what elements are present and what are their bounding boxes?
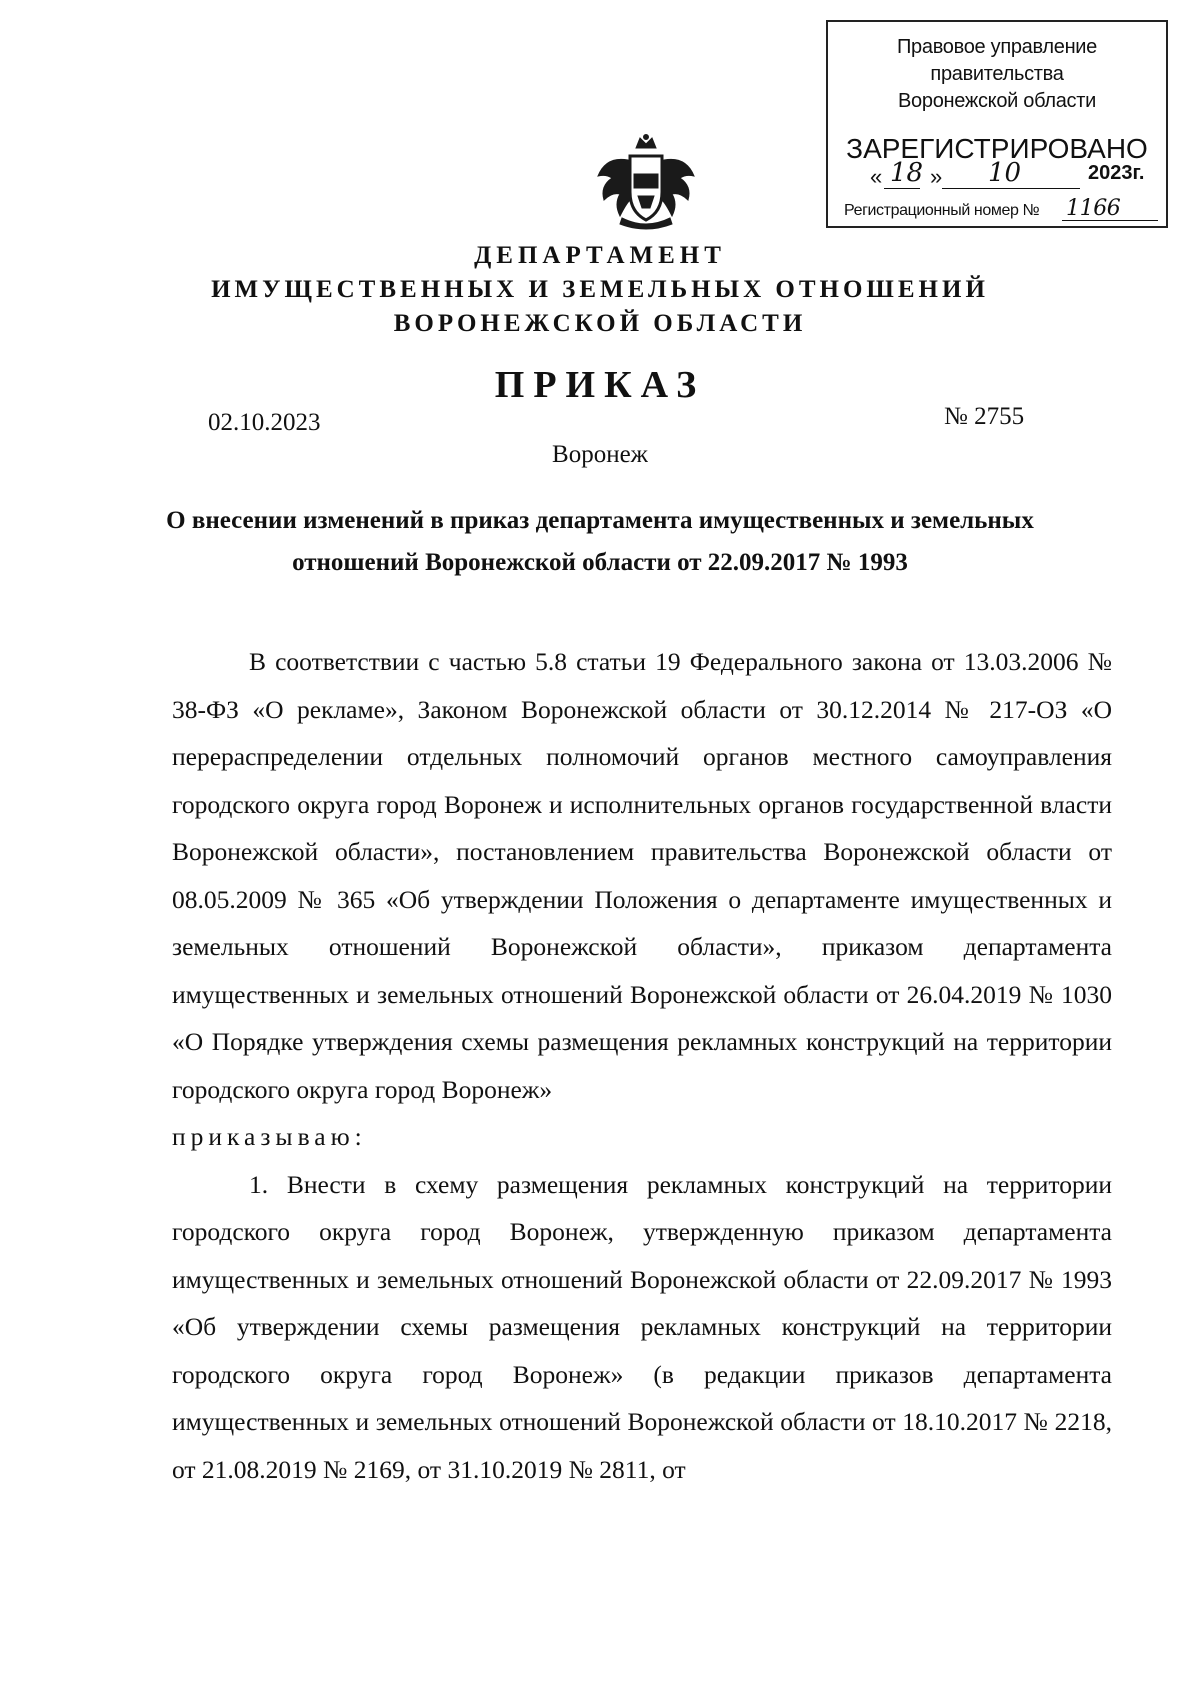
coat-of-arms-emblem	[592, 134, 700, 234]
department-name-line3: ВОРОНЕЖСКОЙ ОБЛАСТИ	[393, 310, 807, 337]
order-body	[172, 638, 1112, 1493]
stamp-date-day: 18	[890, 158, 924, 188]
stamp-org-line2: Воронежской области	[898, 90, 1096, 112]
stamp-date: « 18 » 10 2023г.	[870, 158, 1145, 189]
order-preamble: В соответствии с частью 5.8 статьи 19 Федерального закона от 13.03.2006 № 38-ФЗ «О рекламе», Законом Воронежской области от 30.12.2014 № 217-ОЗ «О перераспределении отдельных полномочий органов местного самоуправления городского округа город Воронеж и исполнительных органов государственной власти Воронежской области», постановлением правительства Воронежской области от 08.05.2009 № 365 «Об утверждении Положения о департаменте имущественных и земельных отношений Воронежской области», приказом департамента имущественных и земельных отношений Воронежской области от 26.04.2019 № 1030 «О Порядке утверждения схемы размещения рекламных конструкций на территории городского округа город Воронеж»	[172, 647, 1112, 1104]
order-word: приказываю:	[172, 1122, 367, 1151]
order-title: О внесении изменений в приказ департамента имущественных и земельных отношений Воронежской области от 22.09.2017 № 1993	[166, 507, 1034, 576]
order-item-1: 1. Внести в схему размещения рекламных конструкций на территории городского округа город Воронеж, утвержденную приказом департамента имущественных и земельных отношений Воронежской области от 22.09.2017 № 1993 «Об утверждении схемы размещения рекламных конструкций на территории городского округа город Воронеж» (в редакции приказов департамента имущественных и земельных отношений Воронежской области от 18.10.2017 № 2218, от 21.08.2019 № 2169, от 31.10.2019 № 2811, от	[172, 1169, 1112, 1484]
department-name-line2: ИМУЩЕСТВЕННЫХ И ЗЕМЕЛЬНЫХ ОТНОШЕНИЙ	[211, 276, 989, 303]
stamp-date-month: 10	[988, 158, 1022, 188]
department-name-line1: ДЕПАРТАМЕНТ	[474, 242, 726, 269]
stamp-date-year: 2023г.	[1088, 162, 1145, 184]
document-type-heading: ПРИКАЗ	[494, 364, 706, 406]
stamp-registered-label: ЗАРЕГИСТРИРОВАНО	[846, 133, 1148, 164]
stamp-org-line1: Правовое управление правительства	[896, 36, 1098, 85]
order-city: Воронеж	[552, 441, 648, 468]
registration-stamp	[826, 20, 1168, 228]
stamp-reg-number-label: Регистрационный номер №	[844, 202, 1040, 219]
stamp-reg-number: 1166	[1066, 196, 1121, 221]
order-date: 02.10.2023	[208, 409, 321, 436]
order-number: № 2755	[944, 403, 1025, 430]
stamp-organization	[828, 34, 1166, 115]
stamp-reg-number-row	[844, 196, 1162, 224]
